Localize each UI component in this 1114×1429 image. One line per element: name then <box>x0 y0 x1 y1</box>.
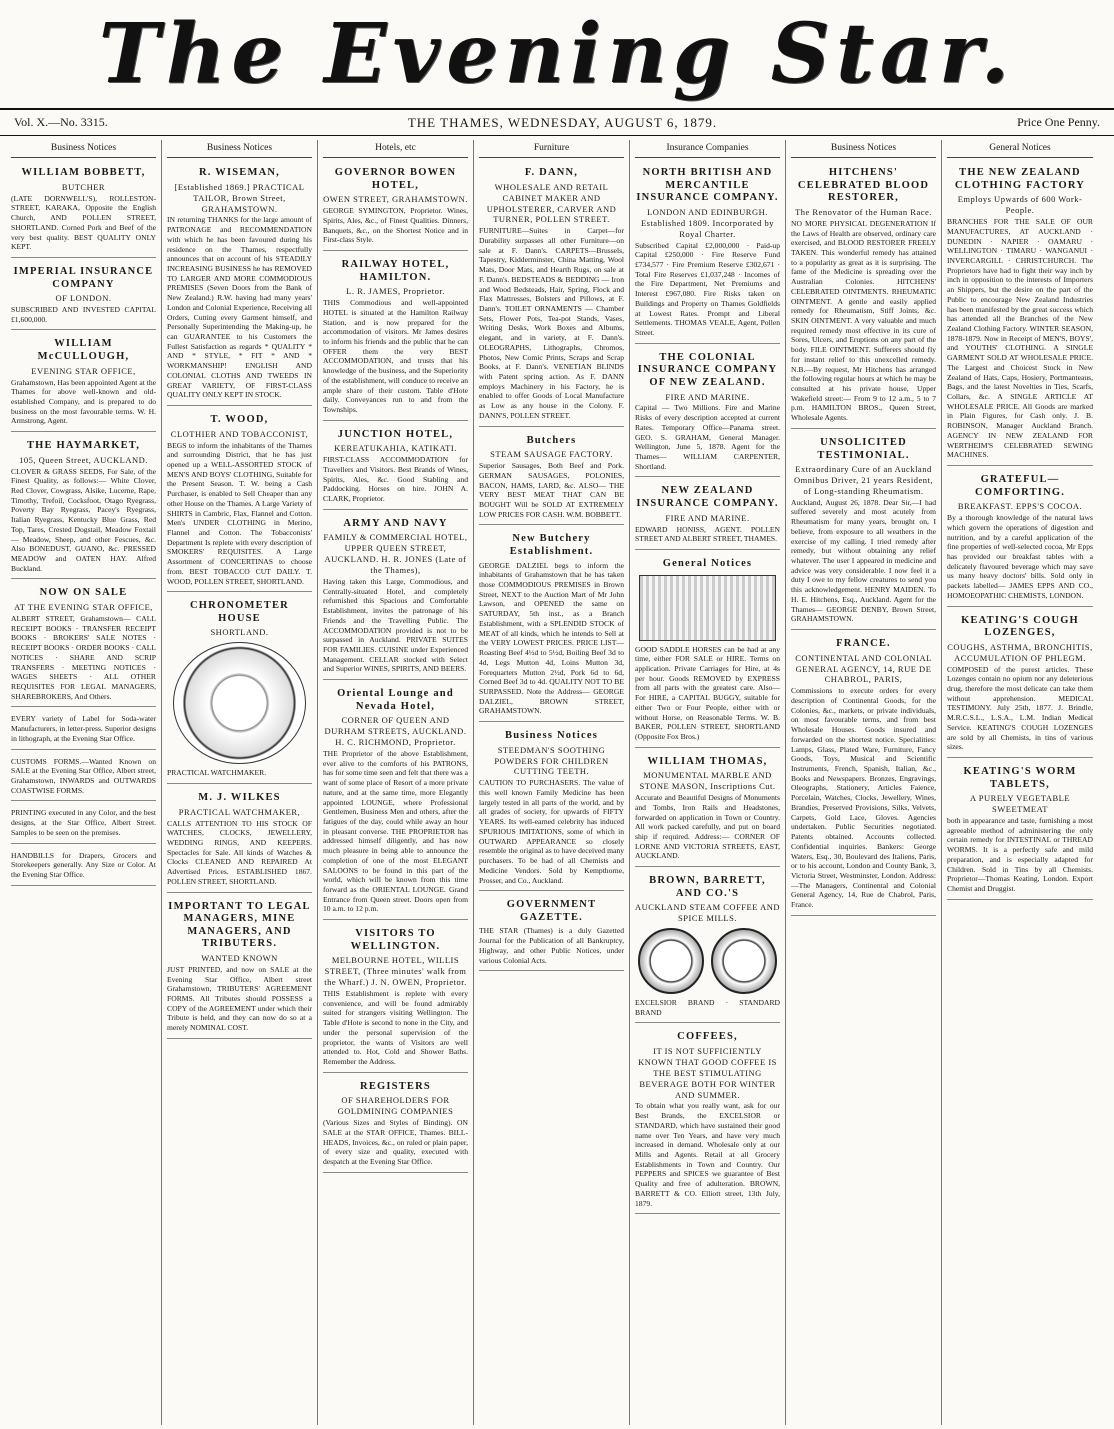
ad-subtitle: WANTED KNOWN <box>201 952 278 963</box>
ad-title: New Butchery Establishment. <box>509 533 594 557</box>
ad-body: CAUTION TO PURCHASERS. The value of this well known Family Medicine has been largely tested in all parts of the world, and by all grades of society, for upwards of FIFTY YEARS. Its well-earned celebrity has induced SPURIOUS IMITATIONS, some of which in OUTWARD APPEARANCE so closely resemble the original as to have deceived many purchasers. To be had of all Chemists and Medicine Vendors. Sold by Kempthorne, Prosser, and Co., Auckland. <box>479 778 624 885</box>
advertisement <box>479 430 624 526</box>
ad-body: Commissions to execute orders for every description of Continental Goods, for the Colonies, &c., markets, or private individuals, on most favourable terms, and from best Wholesale Houses. Goods insured and forwarded on the shortest notice. Specialities: Lamps, Glass, Plated Ware, Furniture, Fancy Goods, Toys, Musical and Scientific Instruments, French, Spanish, Italian, &c., Books and Newspapers. Bronzes, Engravings, Oleographs, Stationery, Articles Faience, Porcelain, Watches, Clocks, Jewellery, Wines, Brandies, Preserved Provisions, Silks, Velvets, Carpets, Gold Lace, Gloves. Agencies undertaken. Public Securities negotiated. Patents obtained. Accounts collected. Confidential inquiries. Bankers: George Waters, Esq., 30, Boulevard des Italiens, Paris, or to his account, London and County Bank, 3, Victoria Street, Westminster, London. Address:—The Managers, Continental and Colonial General Agency, 14, Rue de Chabrol, Paris, France. <box>791 686 936 910</box>
ad-body: CUSTOMS FORMS.—Wanted Known on SALE at the Evening Star Office, Albert street, Grahamstown, INWARDS and OUTWARDS COASTWISE FORMS. <box>11 756 156 795</box>
ad-subtitle: KEREATUKAHIA, KATIKATI. <box>334 443 457 454</box>
ad-subtitle: [Established 1869.] PRACTICAL TAILOR, Brown Street, GRAHAMSTOWN. <box>174 181 305 214</box>
column-6 <box>786 140 942 1425</box>
ad-title: FRANCE. <box>836 638 891 650</box>
advertisement <box>11 333 156 432</box>
ad-body: IN returning THANKS for the large amount of PATRONAGE and RECOMMENDATION with which he has been favoured during his residence on the Thames, respectfully announces that on account of his STEADILY INCREASING BUSINESS he has REMOVED TO LARGER AND MORE COMMODIOUS PREMISES (Seven Doors from the Bank of New Zealand.) R.W. having had many years' London and Colonial Experience, Receiving all Orders, Cutting every Garment himself, and Personally Superintending the Making-up, he can GUARANTEE to his Customers the Fullest Satisfaction as regards * QUALITY * AND * STYLE, * FIT * AND * WORKMANSHIP! ENGLISH AND COLONIAL CLOTHS AND TWEEDS IN GREAT VARIETY, OF FIRST-CLASS QUALITY ONLY KEPT IN STOCK. <box>167 215 312 400</box>
ad-title: M. J. WILKES <box>198 792 281 804</box>
advertisement <box>167 595 312 784</box>
column-header: Furniture <box>479 140 624 158</box>
ad-body: ALBERT STREET, Grahamstown— CALL RECEIPT BOOKS · TRANSFER RECEIPT BOOKS · BROKERS' SALE NOTES · RECEIPT BOOKS · ORDER BOOKS · CALL NOTICES · SHARE AND SCRIP TRANSFERS · MEETING NOTICES · WAGES SHEETS · ALL OTHER REQUISITES FOR LEGAL MANAGERS, SHAREBROKERS, And Others. <box>11 613 156 701</box>
ad-title: REGISTERS <box>360 1080 431 1092</box>
ad-body: BEGS to inform the inhabitants of the Thames and surrounding District, that he has just opened up a WELL-ASSORTED STOCK of MEN'S AND BOYS' CLOTHING, Suitable for the Present Season. T. W. being a Cash Purchaser, is enabled to Sell Cheaper than any other House on the Thames. A Large Variety of SHIRTS in Cambric, Flax, Flannel and Cotton. Men's UNDER CLOTHING in Merino, Flannel and Cotton. The Tobacconists' Department Is replete with every description of SMOKERS' REQUISITES. A Large Assortment of CONCERTINAS to choose from. BEST TOBACCO CUT DAILY. T. WOOD, POLLEN STREET, SHORTLAND. <box>167 440 312 586</box>
ad-body: THE STAR (Thames) is a duly Gazetted Journal for the Publication of all Bankruptcy, Highway, and other Public Notices, under various Colonial Acts. <box>479 926 624 965</box>
ad-body: CLOVER & GRASS SEEDS, For Sale, of the Finest Quality, as follows:— White Clover, Red Clover, Cowgrass, Alsike, Lucerne, Rape, Timothy, Trefoil, Cocksfoot, Otago Ryegrass, Poverty Bay Ryegrass, Pacey's Ryegrass, Italian Ryegrass, Kentucky Blue Grass, Red Top, Tares, Crested Dogstail, Meadow Foxtail — Meadow, Sheep, and other Fescues, &c. Also BONEDUST, GUANO, &c. PRESSED MEADOW and OATEN HAY. Alfred Buckland. <box>11 466 156 573</box>
ad-body: THE Proprietor of the above Establishment, ever alive to the comforts of his PATRONS, has for some time seen and felt that there was a want of some place of Resort of a more private nature, and at the same time, more Elegantly appointed LOUNGE, where Professional Gentlemen, Business Men and others, after the fatigues of the day, could while away an hour in pleasant converse. THE PROPRIETOR has addressed himself diligently, and has now much pleasure in being able to announce the completion of one of the most ELEGANT SALOONS to be found in this part of the world, which will be known from this time forward as the ORIENTAL LOUNGE. Grand Entrance from Queen street. Doors open from 10 a.m. to 12 p.m. <box>323 748 468 914</box>
ad-body: both in appearance and taste, furnishing a most agreeable method of administering the only certain remedy for INTESTINAL or THREAD WORMS. It is a perfectly safe and mild preparation, and is especially adapted for Children. Sold in Tins by all Chemists. Proprietor—Thomas Keating, London. Export Chemist and Druggist. <box>947 815 1093 893</box>
advertisement <box>635 751 780 867</box>
ad-title: CHRONOMETER HOUSE <box>190 600 289 624</box>
advertisement <box>479 725 624 891</box>
advertisement <box>11 162 156 258</box>
ad-title: F. DANN, <box>524 167 579 179</box>
advertisement <box>947 469 1093 607</box>
newspaper-title: The Evening Star. <box>98 6 1016 102</box>
advertisement <box>11 847 156 886</box>
advertisement <box>479 528 624 722</box>
advertisement <box>635 162 780 344</box>
column-7 <box>942 140 1098 1425</box>
masthead <box>0 0 1114 108</box>
advertisement <box>479 894 624 971</box>
ad-subtitle: FIRE AND MARINE. <box>665 512 750 523</box>
dateline <box>0 108 1114 136</box>
ad-body: CALLS ATTENTION TO HIS STOCK OF WATCHES, CLOCKS, JEWELLERY, WEDDING RINGS, AND KEEPERS. Spectacles for Sale. All kinds of Watches & Clocks CLEANED AND REPAIRED At Advertised Prices. ESTABLISHED 1867. POLLEN STREET, SHORTLAND. <box>167 818 312 886</box>
ad-body: To obtain what you really want, ask for our Best Brands, the EXCELSIOR or STANDARD, which have sustained their good name over Ten Years, and have very much increased in demand. Wholesale only at our Mills and Agents. Retail at all Grocery Establishments in Town and Country. Our PEPPERS and SPICES we guarantee of Best Quality and free of adulteration. BROWN, BARRETT & CO. Elliott street, 13th July, 1879. <box>635 1101 780 1208</box>
ad-title: ARMY AND NAVY <box>343 517 448 529</box>
column-5 <box>630 140 786 1425</box>
ad-title: BROWN, BARRETT, AND CO.'S <box>649 875 766 899</box>
ad-title: UNSOLICITED TESTIMONIAL. <box>817 436 910 461</box>
ad-subtitle: OF LONDON. <box>55 293 112 304</box>
ad-body: FURNITURE—Suites in Carpet—for Durability surpasses all other Furniture—on sale at F. Dann's. CARPETS—Brussels, Tapestry, Kidderminster, China Matting, Wool Mats, Door Mats, and Hearth Rugs, on sale at F. Dann's. BEDSTEADS & BEDDING — Iron and Wood Bedsteads, Hair, Spring, Flock and Flax Mattresses, Bolsters and Pillows, at F. Dann's. TOILET ORNAMENTS — Chamber Sets, Flower Pots, Tea-pot Stands, Vases, Writing Desks, Work Boxes and Albums, elegant, and in variety, at F. Dann's. OLEOGRAPHS, Lithographs, Chromos, Photos, New Comic Prints, Scraps and Scrap Books, at F. Dann's. VENETIAN BLINDS with Patent spring action. As F. DANN employs Machinery in his Factory, he is enabled to offer Goods of Local Manufacture as Low as any house in the Colony. F. DANN'S, POLLEN STREET. <box>479 226 624 420</box>
advertisement <box>323 254 468 421</box>
advertisement <box>323 923 468 1073</box>
ad-body: JUST PRINTED, and now on SALE at the Evening Star Office, Albert street Grahamstown, TRIBUTERS' AGREEMENT FORMS. All Tributes should POSSESS a COPY of the AGREEMENT under which their Tribute is held, and they can now do so at a merely NOMINAL COST. <box>167 964 312 1033</box>
standard-brand-seal <box>711 928 777 994</box>
column-4 <box>474 140 630 1425</box>
ad-body: SUBSCRIBED AND INVESTED CAPITAL £1,600,000. <box>11 305 156 324</box>
advertisement <box>323 162 468 251</box>
ad-title: General Notices <box>662 557 753 569</box>
column-header: Hotels, etc <box>323 140 468 158</box>
ad-subtitle: PRACTICAL WATCHMAKER, <box>178 806 301 817</box>
ad-body: By a thorough knowledge of the natural laws which govern the operations of digestion and nutrition, and by a careful application of the fine properties of well-selected cocoa, Mr Epps has provided our breakfast tables with a delicately flavoured beverage which may save us many heavy doctors' bills. Sold only in packets labelled— JAMES EPPS AND CO., HOMOEOPATHIC CHEMISTS, LONDON. <box>947 513 1093 600</box>
advertisement <box>947 610 1093 758</box>
ad-body: THIS Establishment is replete with every convenience, and will be found admirably suited for strangers visiting Wellington. The Table d'Hote is second to none in the City, and under the personal supervision of the proprietor, the wants of Visitors are well attended to. Hot, Cold and Shower Baths. Remember the Address. <box>323 988 468 1066</box>
ad-body: (LATE DORNWELL'S), ROLLESTON-STREET, KARAKA, Opposite the English Church, AND POLLEN STREET, SHORTLAND. Corned Pork and Beef of the very best quality. BEST QUALITY ONLY KEPT. <box>11 193 156 252</box>
advertisement <box>323 683 468 920</box>
place-date: THE THAMES, WEDNESDAY, AUGUST 6, 1879. <box>407 114 718 130</box>
column-1 <box>6 140 162 1425</box>
ad-title: Oriental Lounge and Nevada Hotel, <box>337 688 454 712</box>
ad-body: Subscribed Capital £2,000,000 · Paid-up Capital £250,000 · Fire Reserve Fund £734,577 · Fire Premium Reserve £302,671 · Total Fire Reserves £1,037,248 · Incomes of the Fire Department, Net Premiums and Interest £967,080. Fire Risks taken on Buildings and Property on Thames Goldfields at Lowest Rates. Prompt and Liberal Settlements. THOMAS VEALE, Agent, Pollen Street. <box>635 240 780 338</box>
ad-subtitle: CONTINENTAL AND COLONIAL GENERAL AGENCY, 14, RUE DE CHABROL, PARIS, <box>795 652 932 685</box>
ad-title: WILLIAM McCULLOUGH, <box>37 338 130 363</box>
ad-body: (Various Sizes and Styles of Binding). ON SALE at the STAR OFFICE, Thames. BILL-HEADS, Invoices, &c., on ruled or plain paper, of every size and quality, executed with despatch at the Evening Star Office. <box>323 1118 468 1166</box>
advertisement <box>791 162 936 429</box>
ad-subtitle: BUTCHER <box>61 181 106 192</box>
advertisement <box>635 553 780 748</box>
ad-body: EXCELSIOR BRAND · STANDARD BRAND <box>635 998 780 1017</box>
ad-title: RAILWAY HOTEL, HAMILTON. <box>341 259 450 283</box>
ad-title: HITCHENS' CELEBRATED BLOOD RESTORER, <box>797 167 930 204</box>
ad-subtitle: Extraordinary Cure of an Auckland Omnibus Driver, 21 years Resident, of Long-standing Rheumatism. <box>794 464 933 496</box>
coffee-brand-seals <box>635 928 780 994</box>
ad-body: PRINTING executed in any Color, and the best designs, at the Star Office, Albert Street. Samples to be seen on the premises. <box>11 808 156 837</box>
ad-subtitle: EVENING STAR OFFICE, <box>31 365 136 376</box>
ad-body: EVERY variety of Label for Soda-water Manufacturers, in letter-press. Superior designs in lithograph, at the Evening Star Office. <box>11 714 156 743</box>
advertisement <box>11 753 156 802</box>
advertisement <box>11 804 156 843</box>
advertisement <box>323 1076 468 1173</box>
advertisement <box>323 424 468 510</box>
advertisement <box>323 513 468 680</box>
ad-subtitle: Employs Upwards of 600 Work-People. <box>957 194 1083 216</box>
ad-title: THE COLONIAL INSURANCE COMPANY OF NEW ZEALAND. <box>637 351 778 388</box>
ad-title: IMPERIAL INSURANCE COMPANY <box>13 265 154 290</box>
advertisement <box>791 432 936 630</box>
ad-subtitle: L. R. JAMES, Proprietor. <box>346 286 445 297</box>
ad-subtitle: CORNER OF QUEEN AND DURHAM STREETS, AUCKLAND. H. C. RICHMOND, Proprietor. <box>324 715 467 748</box>
ad-body: Having taken this Large, Commodious, and Centrally-situated Hotel, and completely refurnished this Spacious and Comfortable Establishment, invites the patronage of his Friends and the Travelling Public. The ACCOMMODATION provided is not to be surpassed in Auckland. PRIVATE SUITES FOR FAMILIES. CUISINE under Experienced Management. CELLAR stocked with Select and Superior WINES, SPIRITS, AND BEERS. <box>323 576 468 674</box>
ad-title: IMPORTANT TO LEGAL MANAGERS, MINE MANAGERS, AND TRIBUTERS. <box>168 900 311 950</box>
advertisement <box>167 787 312 893</box>
ad-title: Business Notices <box>505 730 598 742</box>
ad-title: JUNCTION HOTEL, <box>337 428 454 440</box>
ad-subtitle: OWEN STREET, GRAHAMSTOWN. <box>323 194 468 205</box>
ad-body: GEORGE SYMINGTON, Proprietor. Wines, Spirits, Ales, &c., of Finest Qualities. Dinners, Banquets, &c., on the Shortest Notice and in First-class Style. <box>323 206 468 245</box>
ad-subtitle: AT THE EVENING STAR OFFICE, <box>14 602 153 613</box>
advertisement <box>635 347 780 478</box>
clock-engraving <box>173 642 306 764</box>
ad-title: Butchers <box>526 434 577 446</box>
ad-body: NO MORE PHYSICAL DEGENERATION If the Laws of Health are observed, ordinary care exercised, and BLOOD RESTORER FREELY TAKEN. This wonderful remedy has attained to a popularity as great as it is surprising. The fame of the Medicine is spreading over the Australian Colonies. HITCHENS' CELEBRATED OINTMENTS. RHEUMATIC OINTMENT. A gentle and easily applied remedy for Rheumatism, Stiff Joints, &c. SKIN OINTMENT. A very valuable and much required remedy most effective in its cure of Sores, Ulcers, and Eruptions on any part of the body. FILE OINTMENT. Sufferers should fly for instant relief to this unexcelled remedy. N.B.—By request, Mr Hitchens has arranged the following regular hours at which he may be consulted at his private house, Upper Wakefield street:— From 9 to 12 a.m., 5 to 7 p.m. HAMILTON BROS., Queen Street, Wholesale Agents. <box>791 218 936 423</box>
ad-subtitle: SHORTLAND. <box>210 627 269 638</box>
advertisement <box>635 870 780 1023</box>
ad-title: NEW ZEALAND INSURANCE COMPANY. <box>636 485 779 510</box>
ad-title: R. WISEMAN, <box>199 167 280 179</box>
advertisement <box>167 162 312 406</box>
ad-subtitle: MONUMENTAL MARBLE AND STONE MASON, Inscriptions Cut. <box>639 770 776 792</box>
ad-title: COFFEES, <box>677 1031 738 1043</box>
ad-body: BRANCHES FOR THE SALE OF OUR MANUFACTURES, AT AUCKLAND · DUNEDIN · NAPIER · OAMARU · WELLINGTON · TIMARU · WANGANUI · INVERCARGILL · CHRISTCHURCH. The Proprietors have had to fight their way inch by inch in opposition to the interests of Importers an Shippers, but the desire on the part of the Public to encourage New Zealand Industries has been manifested by the great success which has attended all the Branches of the New Zealand Clothing Factory. WINTER SEASON, 1878-1879. Now in Receipt of MEN'S, BOYS', and YOUTHS' CLOTHING. A SINGLE GARMENT SOLD AT WHOLESALE PRICE. The Largest and Choicest Stock in New Zealand of Hats, Caps, Hosiery, Portmanteaus, Bags, and the latest Novelties in Ties, Scarfs, Collars, &c. A SINGLE ARTICLE AT WHOLESALE PRICE. All Goods are marked in Plain Figures, for Cash only. J. B. ROBINSON, Manager Auckland Branch. AGENCY IN NEW ZEALAND FOR WERTHEIM'S CELEBRATED SEWING MACHINES. <box>947 217 1093 460</box>
ad-body: GOOD SADDLE HORSES can be had at any time, either FOR SALE or HIRE. Terms on application. Private Carriages for Hire, at 4s per hour. Goods REMOVED by EXPRESS from all parts with the greatest care. Also— For HIRE, a CAPITAL BUGGY, suitable for either Two or Four People, either with or without Horse, on Reasonable Terms. W. B. BAKER, POLLEN STREET, SHORTLAND (Opposite Fox Bros.) <box>635 644 780 741</box>
ad-subtitle: STEEDMAN'S SOOTHING POWDERS FOR CHILDREN CUTTING TEETH. <box>494 744 609 777</box>
ad-body: Auckland, August 26, 1878. Dear Sir,—I had suffered severely and most acutely from Rheumatism for many years, brought on, I believe, from exposure to all weathers in the exercise of my calling. I tried remedy after remedy, but without obtaining any relief whatever. The user I appeared in medicine and advice was very considerable. I now feel it a duty I owe to my fellow creatures to send you this acknowledgement. HENRY MAIDEN. To H. E. Hitchens, Esq., Auckland. Agent for the Thames— GEORGE DENBY, Brown Street, GRAHAMSTOWN. <box>791 497 936 624</box>
column-header: Insurance Companies <box>635 140 780 158</box>
ad-title: GOVERNOR BOWEN HOTEL, <box>334 167 457 191</box>
column-header: General Notices <box>947 140 1093 158</box>
ad-title: KEATING'S COUGH LOZENGES, <box>961 614 1079 639</box>
ad-title: T. WOOD, <box>210 414 269 426</box>
ad-subtitle: WHOLESALE AND RETAIL CABINET MAKER AND UPHOLSTERER, CARVER AND TURNER, POLLEN STREET. <box>486 181 617 225</box>
ad-body: PRACTICAL WATCHMAKER. <box>167 768 267 778</box>
column-2 <box>162 140 318 1425</box>
column-header: Business Notices <box>791 140 936 158</box>
advertisement <box>947 761 1093 900</box>
ad-subtitle: COUGHS, ASTHMA, BRONCHITIS, ACCUMULATION OF PHLEGM. <box>947 641 1093 663</box>
advertisement <box>11 261 156 331</box>
price: Price One Penny. <box>1017 115 1100 129</box>
column-3 <box>318 140 474 1425</box>
ad-title: WILLIAM THOMAS, <box>647 755 768 767</box>
ad-body: Grahamstown, Has been appointed Agent at the Thames for above well-known and old-established Company, and is prepared to do business on the most favourable terms. W. H. Armstrong, Agent. <box>11 377 156 426</box>
advertisement <box>167 896 312 1039</box>
ad-subtitle: AUCKLAND STEAM COFFEE AND SPICE MILLS. <box>635 902 780 924</box>
advertisement <box>791 633 936 916</box>
ad-subtitle: BREAKFAST. EPPS'S COCOA. <box>957 501 1083 512</box>
ad-body: Superior Sausages, Both Beef and Pork. GERMAN SAUSAGES, POLONIES, BACON, HAMS, LARD, &c. ALSO— THE VERY BEST MEAT THAT CAN BE BOUGHT Will be SOLD AT EXTREMELY LOW PRICES FOR CASH. W.M. BOBBETT. <box>479 461 624 519</box>
ad-subtitle: MELBOURNE HOTEL, WILLIS STREET, (Three minutes' walk from the Wharf.) J. N. OWEN, Proprietor. <box>324 955 467 988</box>
column-header: Business Notices <box>11 140 156 158</box>
ad-subtitle: STEAM SAUSAGE FACTORY. <box>490 449 613 460</box>
excelsior-brand-seal <box>638 928 704 994</box>
ad-body: COMPOSED of the purest articles. These Lozenges contain no opium nor any deleterious drug, therefore the most delicate can take them without apprehension. MEDICAL TESTIMONY. July 25th, 1877. J. Brindle, M.R.C.S.L., L.S.A., L.M. Indian Medical Service. KEATING'S COUGH LOZENGES are sold by all Chemists, in tins of various sizes. <box>947 664 1093 752</box>
ad-title: THE HAYMARKET, <box>26 440 141 452</box>
advertisement <box>947 162 1093 466</box>
ad-subtitle: FAMILY & COMMERCIAL HOTEL, UPPER QUEEN STREET, AUCKLAND. H. R. JONES (Late of the Thames), <box>323 532 468 576</box>
ad-body: THIS Commodious and well-appointed HOTEL is situated at the Hamilton Railway Station, and is now prepared for the accommodation of visitors. Mr James desires to inform his friends and the public that he can OFFER them the very BEST ACCOMMODATION, and trusts that his knowledge of the business, and the Superiority of the establishment, will conduce to receive an ample share of their custom. Table d'Hote daily. Conveyances run to and from the Townships. <box>323 298 468 415</box>
ad-body: Capital — Two Millions. Fire and Marine Risks of every description accepted at current Rates. Temporary Office—Panama street. GEO. S. GRAHAM, General Manager. Wellington, June 5, 1878. Agent for the Thames— WILLIAM CARPENTER, Shortland. <box>635 403 780 471</box>
advertisement <box>635 1026 780 1214</box>
ad-subtitle: 105, Queen Street, AUCKLAND. <box>19 454 148 465</box>
ad-body: HANDBILLS for Drapers, Grocers and Storekeepers generally. Any Size or Color. At the Evening Star Office. <box>11 850 156 880</box>
ad-title: WILLIAM BOBBETT, <box>21 167 146 179</box>
ad-body: GEORGE DALZIEL begs to inform the inhabitants of Grahamstown that he has taken those COMMODIOUS PREMISES in Brown Street, NEXT to the Auction Mart of Mr John Lawson, and OPENED the same on SATURDAY, 5th inst., as a Branch Establishment, with a SPLENDID STOCK of MEAT of all kinds, which he intends to Sell at the VERY LOWEST PRICES. PRICE LIST— Roasting Beef 4½d to 5½d, Boiling Beef 3d to 4d, Legs Mutton 4d, Loins Mutton 3d, Forequarters Mutton 2½d, Pork 6d to 6d, Corned Beef 3d to 4d. QUALITY NOT TO BE SURPASSED. Note the Address— GEORGE DALZIEL, BROWN STREET, GRAHAMSTOWN. <box>479 560 624 716</box>
ad-subtitle: OF SHAREHOLDERS FOR GOLDMINING COMPANIES <box>337 1095 454 1117</box>
ad-title: KEATING'S WORM TABLETS, <box>963 766 1077 790</box>
ad-title: NOW ON SALE <box>39 587 128 599</box>
ad-title: THE NEW ZEALAND CLOTHING FACTORY <box>954 167 1086 191</box>
advertisement <box>11 582 156 707</box>
ad-subtitle: LONDON AND EDINBURGH. Established 1809. Incorporated by Royal Charter. <box>640 206 775 239</box>
advertisement <box>167 409 312 592</box>
ad-body: Accurate and Beautiful Designs of Monuments and Tombs, Iron Rails and Headstones, forwarded on application in Town or Country. All work packed carefully, and put on board ship if required. Address:— CORNER OF LORNE AND VICTORIA STREETS, EAST, AUCKLAND. <box>635 793 780 861</box>
ad-subtitle: A PURELY VEGETABLE SWEETMEAT <box>969 793 1071 815</box>
advertisement <box>11 435 156 579</box>
ad-subtitle: FIRE AND MARINE. <box>665 391 750 402</box>
ad-subtitle: IT IS NOT SUFFICIENTLY KNOWN THAT GOOD COFFEE IS THE BEST STIMULATING BEVERAGE BOTH FOR WINTER AND SUMMER. <box>638 1046 777 1100</box>
ad-title: VISITORS TO WELLINGTON. <box>350 928 441 952</box>
ad-body: FIRST-CLASS ACCOMMODATION for Travellers and Visitors. Best Brands of Wines, Spirits, Ales, &c. Good Stabling and Paddocking. Horses on hire. JOHN A. CLARK, Proprietor. <box>323 455 468 504</box>
volume-number: Vol. X.—No. 3315. <box>14 115 108 129</box>
ad-title: GRATEFUL—COMFORTING. <box>974 474 1066 498</box>
horse-carriage-engraving <box>639 575 776 641</box>
ad-title: NORTH BRITISH AND MERCANTILE INSURANCE COMPANY. <box>636 167 779 204</box>
advertisement <box>11 710 156 749</box>
columns <box>6 140 1108 1425</box>
column-header: Business Notices <box>167 140 312 158</box>
ad-body: EDWARD HONISS, AGENT. POLLEN STREET AND ALBERT STREET, THAMES. <box>635 524 780 544</box>
advertisement <box>479 162 624 426</box>
advertisement <box>635 480 780 550</box>
ad-subtitle: CLOTHIER AND TOBACCONIST, <box>170 428 309 439</box>
ad-title: GOVERNMENT GAZETTE. <box>506 899 597 923</box>
ad-subtitle: The Renovator of the Human Race. <box>795 206 932 217</box>
